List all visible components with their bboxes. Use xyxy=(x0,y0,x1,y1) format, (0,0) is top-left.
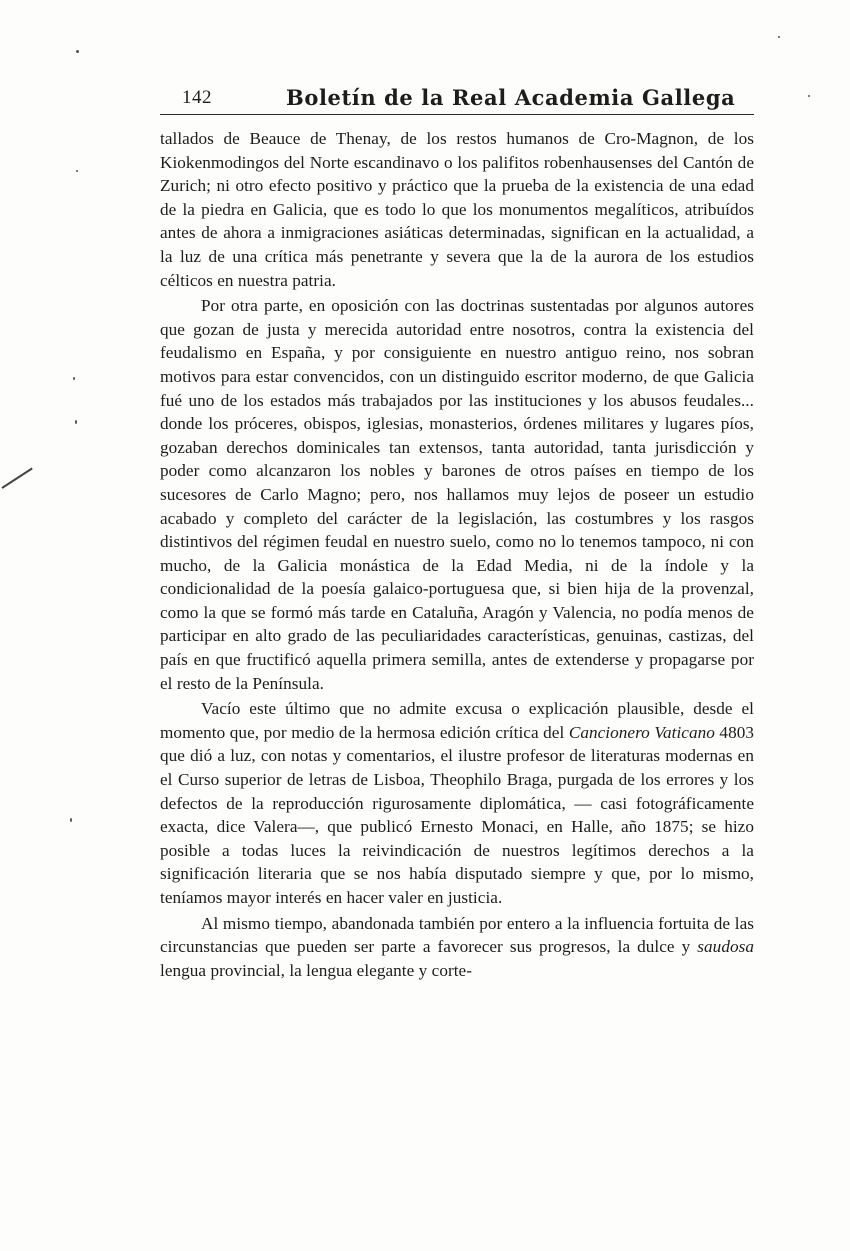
text-run: Por otra parte, en oposición con las doctrinas sustentadas por algunos autores que gozan de justa y merecida autoridad entre nosotros, contra la existencia del feudalismo en España, y por consiguiente en nuestro antiguo reino, nos sobran motivos para estar convencidos, con un distinguido escritor moderno, de que Galicia fué uno de los estados más trabajados por las instituciones y los abusos feudales... donde los próceres, obispos, iglesias, monasterios, órdenes militares y lugares píos, gozaban derechos dominicales tan extensos, tanta autoridad, tanta jurisdicción y poder como alcanzaron los nobles y barones de otros países en tiempo de los sucesores de Carlo Magno; pero, nos hallamos muy lejos de poseer un estudio acabado y completo del carácter de la legislación, las costumbres y los rasgos distintivos del régimen feudal en nuestro suelo, como no lo tenemos tampoco, ni con mucho, de la Galicia monástica de la Edad Media, ni de la índole y la condicionalidad de la poesía galaico-portuguesa que, si bien hija de la provenzal, como la que se formó más tarde en Cataluña, Aragón y Valencia, no podía menos de participar en alto grado de las peculiaridades características, genuinas, castizas, del país en que fructificó aquella primera semilla, antes de extenderse y propagarse por el resto de la Península. xyxy=(160,296,754,693)
page xyxy=(160,84,754,982)
text-run: 4803 que dió a luz, con notas y comentarios, el ilustre profesor de literaturas modernas en el Curso superior de letras de Lisboa, Theophilo Braga, purgada de los errores y los defectos de la reproducción rigurosamente diplomática, — casi fotográficamente exacta, dice Valera—, que publicó Ernesto Monaci, en Halle, año 1875; se hizo posible a todas luces la reivindicación de nuestros legítimos derechos a la significación literaria que se nos había disputado siempre y que, por lo mismo, teníamos mayor interés en hacer valer en justicia. xyxy=(160,722,754,907)
text-run: lengua provincial, la lengua elegante y corte- xyxy=(160,960,473,980)
running-title: Boletín de la Real Academia Gallega xyxy=(286,85,736,110)
italic-title: Cancionero Vaticano xyxy=(568,722,715,742)
page-header xyxy=(160,84,754,115)
text-run: Al mismo tiempo, abandonada también por entero a la influencia fortuita de las circunstancias que pueden ser parte a favorecer sus progresos, la dulce y xyxy=(160,913,754,957)
italic-title: saudosa xyxy=(697,937,754,957)
margin-pencil-mark xyxy=(1,468,32,489)
paragraph xyxy=(160,294,754,695)
page-number: 142 xyxy=(182,87,212,108)
paragraph xyxy=(160,912,754,983)
paragraph xyxy=(160,127,754,292)
text-run: Vacío este último que no admite excusa o explicación plausible, desde el momento que, por medio de la hermosa edición crítica del xyxy=(160,699,754,742)
text-run: tallados de Beauce de Thenay, de los restos humanos de Cro-Magnon, de los Kiokenmodingos del Norte escandinavo o los palifitos robenhausenses del Cantón de Zurich; ni otro efecto positivo y práctico que la prueba de la existencia de una edad de la piedra en Galicia, que es todo lo que los monumentos megalíticos, atribuídos antes de ahora a inmigraciones asiáticas determinadas, significan en la actualidad, a la luz de una crítica más penetrante y severa que la de la aurora de los estudios célticos en nuestra patria. xyxy=(160,129,754,290)
body-text xyxy=(160,127,754,982)
paragraph xyxy=(160,697,754,909)
